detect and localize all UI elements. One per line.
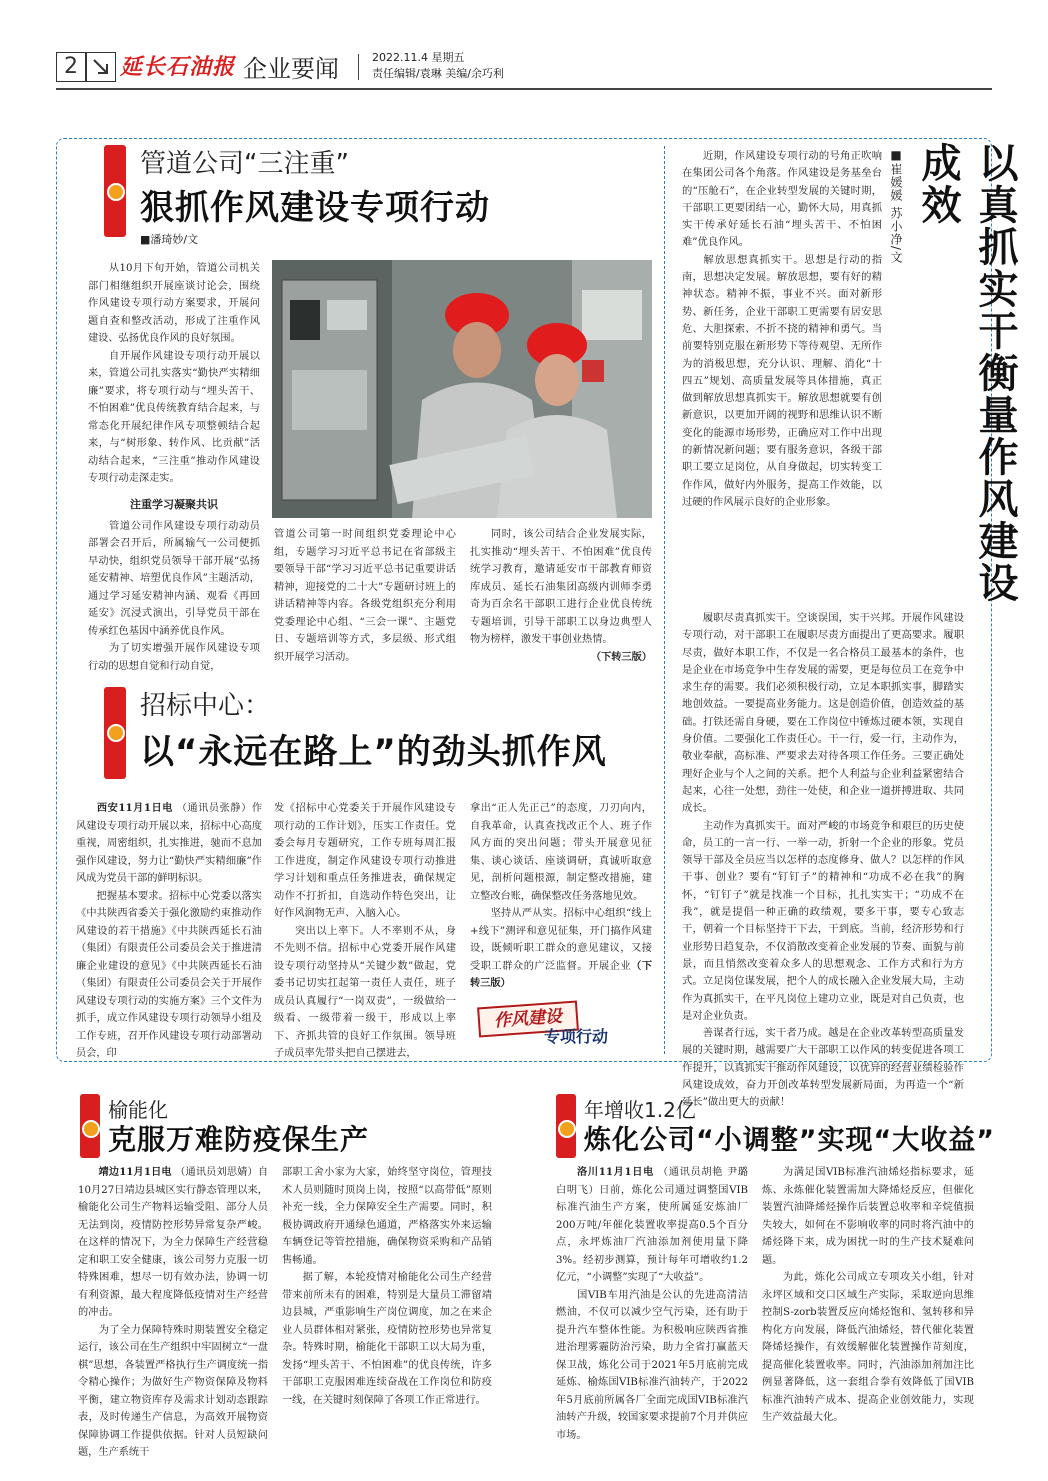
paragraph-text: 管道公司作风建设专项行动动员部署会召开后，所属输气一公司便抓早动快，组织党员领导干部开展“弘扬延安精神、培塑优良作风”主题活动，通过学习延安精神内涵、观看《再回延安》沉浸式演出，引导党员干部在传承红色基因中涵养优良作风。 [88,520,260,637]
paragraph [682,252,882,511]
paragraph [76,800,262,888]
article2-continued: （下转三版） [470,960,653,989]
section-title: 企业要闻 [243,55,339,83]
paragraph-text: 为了切实增强开展作风建设专项行动的思想自觉和行动自觉， [88,643,260,672]
paper-logo: 延长石油报 [120,54,236,80]
article1-col3 [470,526,652,666]
paragraph-text: 拿出“正人先正己”的态度，刀刃向内，自我革命，认真查找改正个人、班子作风方面的突出问题；带头开展意见征集、谈心谈话、座谈调研，真诚听取意见，剖析问题根源，制定整改措施，建立整改台账，确保整改任务落地见效。 [470,803,652,902]
article2-headline: 以“永远在路上”的劲头抓作风 [140,732,607,772]
article3-headline: 克服万难防疫保生产 [108,1123,370,1156]
paragraph [282,1269,492,1409]
article4-headline: 炼化公司“小调整”实现“大收益” [584,1125,995,1156]
article1-kicker: 管道公司“三注重” [140,149,349,179]
paragraph [682,610,964,818]
paragraph [470,905,652,993]
paragraph-text: 履职尽责真抓实干。空谈误国，实干兴邦。开展作风建设专项行动，对干部职工在履职尽责方面提出了更高要求。履职尽责，做好本职工作，不仅是一名合格员工最基本的条件，也是企业在市场竞争中生存发展的需要，更是每位员工在竞争中求生存的需要。我们必须积极行动，立足本职抓实事，脚踏实地创效益。一要提高业务能力。这是创造价值，创造效益的基础。打铁还需自身硬，要在工作岗位中锤炼过硬本领，实现自身价值。二要强化工作责任心。干一行，爱一行，主动作为，敬业奉献，高标准、严要求去对待各项工作任务。三要正确处理好企业与个人之间的关系。把个人利益与企业利益紧密结合起来，心往一处想，劲往一处使，和企业一道拼搏进取、共同成长。 [682,612,964,815]
paragraph-text: 作风建设专项行动开展以来，招标中心高度重视，周密组织，扎实推进，驰而不息加强作风建设，努力让“勤快严实精细廉”作风成为党员干部的鲜明标识。 [76,803,262,884]
paragraph [274,923,456,1063]
play-icon [107,183,125,201]
paragraph-text: 从10月下旬开始，管道公司机关部门相继组织开展座谈讨论会，围绕作风建设专项行动方案要求，开展问题自查和整改活动，形成了注重作风建设、弘扬优良作风的良好氛围。 [88,263,260,344]
commentary-body [682,148,882,511]
arrow-icon [86,52,116,82]
paragraph-text: 日前，炼化公司通过调整国VIB标准汽油生产方案，使所属延安炼油厂200万吨/年催化装置收率提高0.5个百分点，永坪炼油厂汽油添加剂使用量下降3%。经初步测算，预计每年可增收约1.2亿元，“小调整”实现了“大收益”。 [556,1184,748,1283]
paragraph-text: 自10月27日靖边县城区实行静态管理以来，榆能化公司生产物料运输受阻、部分人员无法到岗，疫情防控形势异常复杂严峻。在这样的情况下，为全力保障生产经营稳定和职工安全健康，该公司努力克服一切特殊困难，想尽一切有效办法，协调一切有利资源，最大程度降低疫情对生产经营的冲击。 [78,1167,269,1318]
reporter: （通讯员胡艳 尹璐 白明飞） [556,1167,748,1196]
article4-col2 [762,1164,974,1427]
commentary-body-wide [682,610,964,1112]
article3-kicker: 榆能化 [108,1098,168,1122]
paragraph [274,800,456,923]
article2-col3 [470,800,652,993]
play-icon [558,1120,576,1138]
dateline: 洛川11月1日电 [576,1166,654,1178]
commentary-authors: ■崔媛媛 苏小净/文 [889,148,903,264]
date-line: 2022.11.4 星期五 [372,51,465,64]
campaign-stamp [470,1004,640,1044]
article1-col2 [274,526,456,666]
paragraph-text: 为了全力保障特殊时期装置安全稳定运行，该公司在生产组织中牢固树立“一盘棋”思想，各装置严格执行生产调度统一指令精心操作；为做好生产物资保障及物料平衡，建立物资库存及需求计划动态跟踪表，及时传递生产信息，为高效开展物资保障协调工作提供依据。针对人员短缺问题，生产系统干 [78,1324,268,1458]
play-icon [107,724,125,742]
paragraph-text: 近期，作风建设专项行动的号角正吹响在集团公司各个角落。作风建设是务基垒台的“压舱石”，在企业转型发展的关键时期，干部职工更要团结一心，勤怀大局，用真抓实干传承好延长石油“埋头苦干、不怕困难”优良作风。 [682,150,882,249]
paragraph-text: 把握基本要求。招标中心党委以落实《中共陕西省委关于强化激励约束推动作风建设的若干措施》《中共陕西延长石油（集团）有限责任公司委员会关于推进清廉企业建设的意见》《中共陕西延长石油（集团）有限责任公司委员会关于开展作风建设专项行动的实施方案》三个文件为抓手，成立作风建设专项行动领导小组及工作专班，召开作风建设专项行动部署动员会，印 [76,890,262,1059]
paragraph [274,526,456,666]
column-divider [664,146,666,1054]
paragraph [470,526,652,649]
paragraph [76,888,262,1063]
article2-col1 [76,800,262,1063]
paragraph [88,260,260,348]
page-number: 2 [56,52,86,82]
paragraph-text: 主动作为真抓实干。面对严峻的市场竞争和艰巨的历史使命，员工的一言一行、一举一动，折射一个企业的形象。党员领导干部及全员应当以怎样的态度修身、做人？以怎样的作风干事、创业？要有“钉钉子”的精神和“功成不必在我”的胸怀，“钉钉子”就是找准一个目标，扎扎实实干；“功成不在我”，就是提倡一种正确的政绩观，要多干事，要专心致志干，朝着一个目标坚持干下去，干到底。当前，经济形势和行业形势日趋复杂，不仅消散改变着企业发展的节奏、面貌与前景，而且悄然改变着众多人的思想观念、工作方式和行为方式。立足岗位谋发展，把个人的成长融入企业发展大局，主动作为真抓实干，在平凡岗位上建功立业，既是对自己负责，也是对企业负责。 [682,819,964,1022]
article3-col1 [78,1164,268,1462]
paragraph-text: 坚持从严从实。招标中心组织“线上+线下”测评和意见征集，开门搞作风建设，既倾听职工群众的意见建议，又接受职工群众的广泛监督。开展企业 [470,908,652,972]
paragraph [78,1322,268,1462]
paragraph-text: 突出以上率下。人不率则不从，身不先则不信。招标中心党委开展作风建设专项行动坚持从“关键少数”做起，党委书记切实扛起第一责任人责任，班子成员认真履行“一岗双责”，一级做给一级看、一级带着一级干，形成以上率下、齐抓共管的良好工作氛围。领导班子成员率先带头把自己摆进去， [274,925,456,1059]
paragraph [88,348,260,488]
article2-col2 [274,800,456,1063]
paragraph [682,148,882,252]
header-meta [372,50,504,82]
play-icon [82,1120,100,1138]
paragraph-text: 据了解，本轮疫情对榆能化公司生产经营带来前所未有的困难，特别是大量员工滞留靖边县城，严重影响生产岗位调度，加之在来企业人员群体相对紧张，疫情防控形势也异常复杂。特殊时期，榆能化干部职工以大局为重，发扬“埋头苦干、不怕困难”的优良传统，许多干部职工克服困难连续奋战在工作岗位和防疫一线，在关键时刻保障了各项工作正常进行。 [282,1272,492,1406]
reporter: （通讯员张静） [176,803,252,814]
article4-kicker: 年增收1.2亿 [584,1098,696,1122]
paragraph [682,1025,964,1111]
article4-col1 [556,1164,748,1444]
dateline: 西安11月1日电 [96,802,173,814]
article1-continued: （下转三版） [590,651,652,663]
article3-col2 [282,1164,492,1409]
paragraph-text: 同时，该公司结合企业发展实际，扎实推动“埋头苦干、不怕困难”优良传统学习教育，邀请延安市干部教育师资库成员、延长石油集团高级内训师李勇奇为百余名干部职工进行企业优良传统专题培训，引导干部职工以身边典型人物为榜样，激发干事创业热情。 [470,529,652,645]
paragraph-text: 解放思想真抓实干。思想是行动的指南，思想决定发展。解放思想，要有好的精神状态。精神不振，事业不兴。面对新形势、新任务，企业干部职工更需要有居安思危、大胆探索、不折不挠的精神和勇气。当前要特别克服在新形势下等待观望、无所作为的消极思想，充分认识、理解、消化“十四五”规划、高质量发展等具体措施，真正做到解放思想真抓实干。解放思想就要有创新意识，以更加开阔的视野和思维认识不断变化的能源市场形势，正确应对工作中出现的新情况新问题；要有服务意识，各级干部职工要立足岗位，从自身做起，切实转变工作作风，做好内外服务，提高工作效能，以过硬的作风展示良好的企业形象。 [682,253,882,508]
paragraph [88,518,260,641]
article1-headline: 狠抓作风建设专项行动 [140,188,490,228]
commentary-headline: 以真抓实干衡量作风建设成效 [915,142,1018,604]
article1-photo [272,260,652,518]
paragraph [78,1164,268,1322]
editors-line: 责任编辑/袁琳 美编/余巧利 [372,67,504,80]
article1-byline: ■潘琦妙/文 [140,233,199,246]
paragraph [762,1164,974,1269]
reporter: （通讯员刘思婧） [175,1167,258,1178]
paragraph [470,800,652,905]
paragraph [556,1287,748,1445]
paragraph [88,640,260,675]
paragraph [682,818,964,1026]
paragraph-text: 善谋者行远，实干者乃成。越是在企业改革转型高质量发展的关键时期，越需要广大干部职工以作风的转变促进各项工作提升，以真抓实干推动作风建设，以优异的经营业绩检验作风建设成效，奋力开创改革转型发展新局面，为再造一个“新延长”做出更大的贡献！ [682,1027,964,1109]
stamp-subtitle: 专项行动 [544,1027,609,1046]
paragraph-text: 为满足国VIB标准汽油烯烃指标要求，延炼、永炼催化装置需加大降烯烃反应，但催化装置汽油降烯烃操作后装置总收率和辛烷值损失较大，如何在不影响收率的同时将汽油中的烯烃降下来，成为困扰一时的生产技术疑难问题。 [762,1167,974,1266]
paragraph-text: 自开展作风建设专项行动开展以来，管道公司扎实落实“勤快严实精细廉”要求，将专项行动与“埋头苦干、不怕困难”优良传统教育结合起来，与常态化开展纪律作风专项整顿结合起来，与“树形象、转作风、比贡献”活动结合起来，“三注重”推动作风建设专项行动走深走实。 [88,350,260,484]
paragraph-text: 为此，炼化公司成立专项攻关小组，针对永坪区域和交口区域生产实际，采取逆向思维控制S-zorb装置反应向烯烃饱和、氢转移和异构化方向发展，降低汽油烯烃，替代催化装置降烯烃操作，有效缓解催化装置操作苛刻度，提高催化装置收率。同时，汽油添加剂加注比例显著降低，这一套组合拳有效降低了国VIB标准汽油转产成本、提高企业创效能力，实现生产效益最大化。 [762,1272,974,1423]
dateline: 靖边11月1日电 [98,1166,172,1178]
header-rule [56,88,992,90]
paragraph-text: 国VIB车用汽油是公认的先进高清洁燃油，不仅可以减少空气污染，还有助于提升汽车整体性能。为积极响应陕西省推进治理雾霾防治污染，助力全省打赢蓝天保卫战，炼化公司于2021年5月底前完成延炼、榆炼国VIB标准汽油转产，于2022年5月底前所属各厂全面完成国VIB标准汽油转产升级，较国家要求提前7个月并供应市场。 [556,1289,748,1441]
paragraph-text: 管道公司第一时间组织党委理论中心组，专题学习习近平总书记在省部级主要领导干部“学习习近平总书记重要讲话精神，迎接党的二十大”专题研讨班上的讲话精神等内容。各级党组织充分利用党委理论中心组、“三会一课”、主题党日、专题培训等方式，多层级、形式组织开展学习活动。 [274,529,456,663]
paragraph-text: 部职工舍小家为大家，始终坚守岗位，管理技术人员则随时顶岗上岗，按照“以高带低”原则补充一线，全力保障安全生产需要。同时，积极协调政府开通绿色通道，严格落实外来运输车辆登记等管控措施，确保物资采购和产品销售畅通。 [282,1167,492,1266]
paragraph [282,1164,492,1269]
header-separator [358,54,359,80]
paragraph [762,1269,974,1427]
article1-col1 [88,260,260,675]
article1-subhead: 注重学习凝聚共识 [130,497,218,511]
article2-kicker: 招标中心： [140,691,271,721]
paragraph [556,1164,748,1287]
paragraph-text: 发《招标中心党委关于开展作风建设专项行动的工作计划》，压实工作责任。党委会每月专题研究，工作专班每周汇报工作进度，制定作风建设专项行动推进学习计划和重点任务推进表，确保规定动作不打折扣，自选动作特色突出，让好作风润物无声、入脑入心。 [274,803,456,919]
stamp-title: 作风建设 [477,1001,579,1038]
